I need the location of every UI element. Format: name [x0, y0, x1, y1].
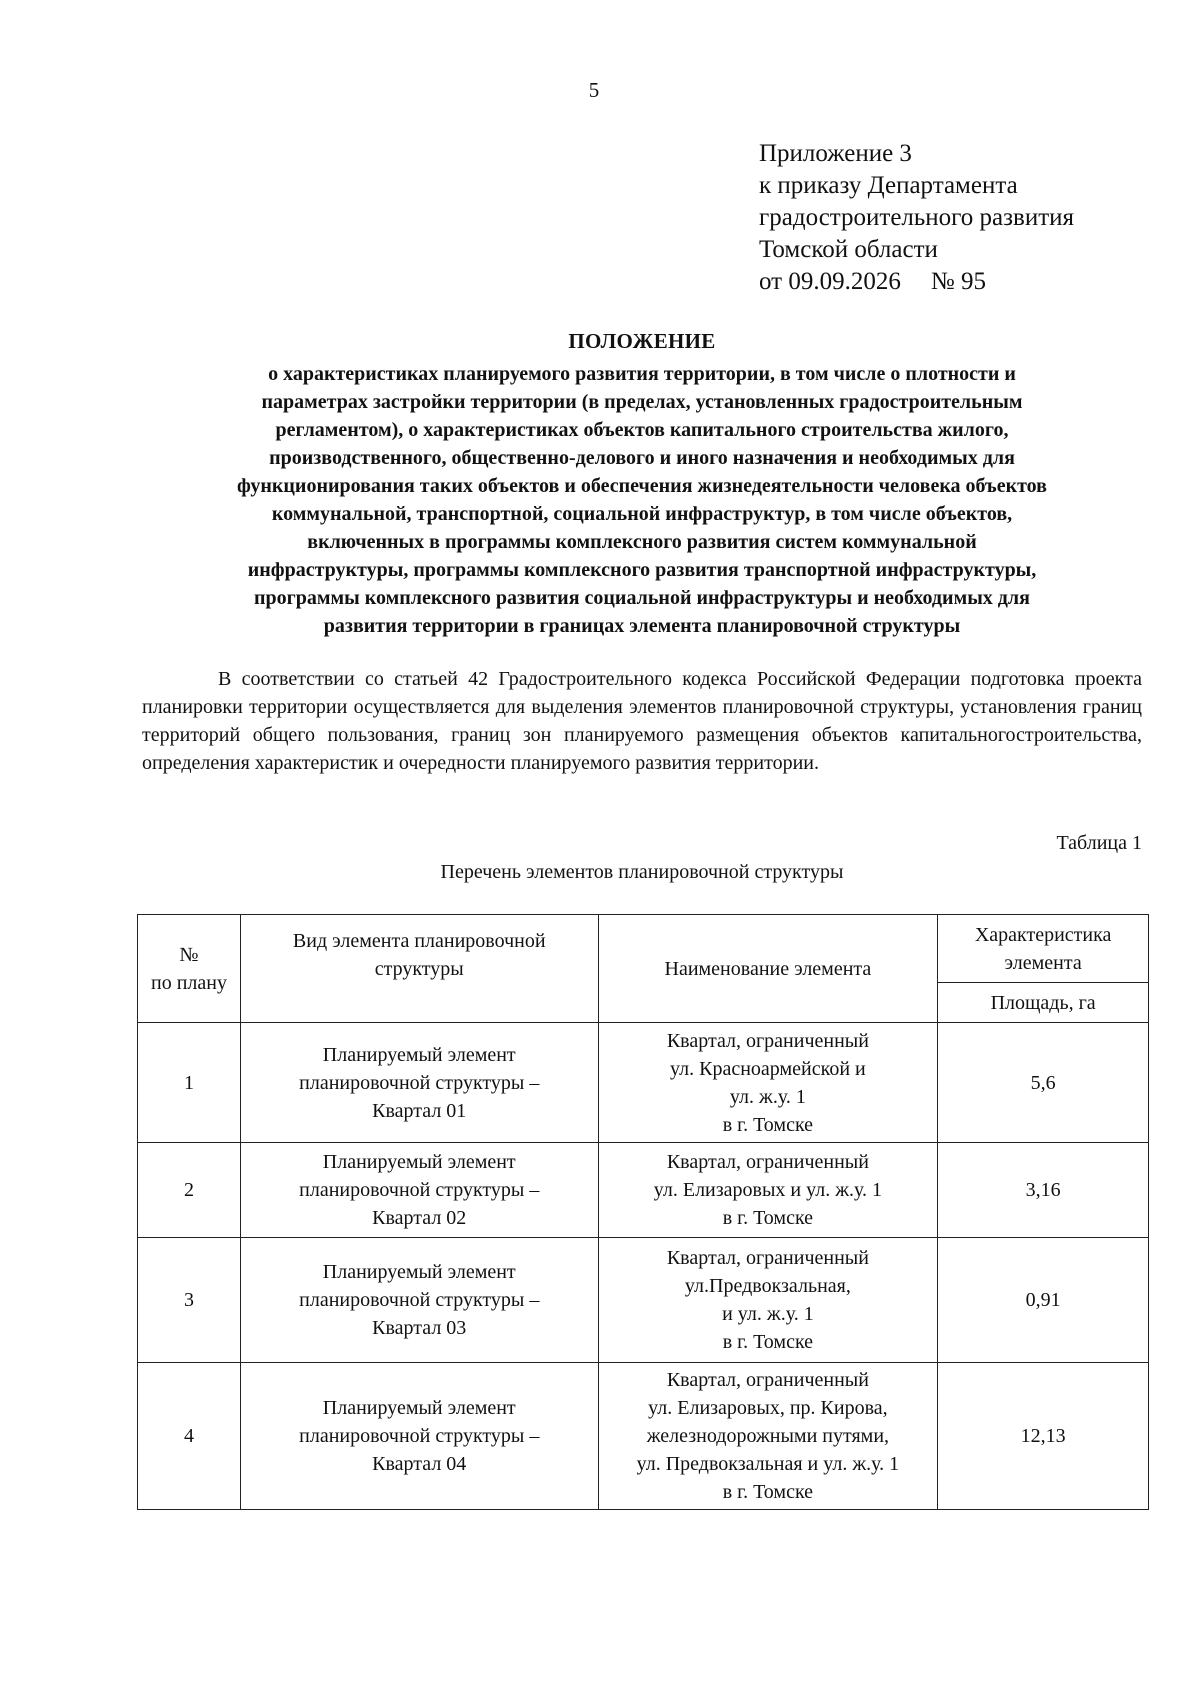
table-row	[138, 1363, 1149, 1510]
cell-plan-number: 4	[138, 1363, 241, 1510]
subtitle-line: программы комплексного развития социальной инфраструктуры и необходимых для	[254, 587, 1030, 609]
table-header-row	[138, 915, 1149, 983]
annex-line: к приказу Департамента	[759, 172, 1018, 199]
cell-area: 12,13	[938, 1363, 1149, 1510]
cell-area: 3,16	[938, 1143, 1149, 1238]
subtitle-line: функционирования таких объектов и обеспечения жизнедеятельности человека объектов	[237, 475, 1047, 497]
page-number: 5	[588, 78, 600, 102]
subtitle-line: развития территории в границах элемента планировочной структуры	[323, 615, 961, 637]
table-number: Таблица 1	[1056, 832, 1142, 854]
annex-date-line	[759, 266, 1074, 298]
annex-line: Приложение 3	[759, 140, 912, 167]
subtitle-line: о характеристиках планируемого развития территории, в том числе о плотности и	[268, 363, 1016, 385]
cell-element-name: Квартал, ограниченный ул. Елизаровых, пр. Кирова, железнодорожными путями, ул. Предвокзальная и ул. ж.у. 1 в г. Томске	[598, 1363, 938, 1510]
cell-element-name: Квартал, ограниченный ул.Предвокзальная, и ул. ж.у. 1 в г. Томске	[598, 1238, 938, 1363]
document-subtitle	[140, 360, 1144, 640]
cell-plan-number: 1	[138, 1023, 241, 1143]
subtitle-line: коммунальной, транспортной, социальной инфраструктур, в том числе объектов,	[271, 503, 1013, 525]
cell-plan-number: 3	[138, 1238, 241, 1363]
annex-line: Томской области	[759, 236, 938, 263]
subtitle-line: параметрах застройки территории (в пределах, установленных градостроительным	[261, 391, 1023, 413]
header-characteristic: Характеристика элемента	[938, 915, 1149, 983]
cell-area: 0,91	[938, 1238, 1149, 1363]
cell-area: 5,6	[938, 1023, 1149, 1143]
cell-element-name: Квартал, ограниченный ул. Елизаровых и ул. ж.у. 1 в г. Томске	[598, 1143, 938, 1238]
cell-element-kind: Планируемый элемент планировочной структуры – Квартал 02	[240, 1143, 598, 1238]
order-number: № 95	[930, 268, 986, 295]
cell-plan-number: 2	[138, 1143, 241, 1238]
header-plan-number: № по плану	[138, 915, 241, 1023]
cell-element-kind: Планируемый элемент планировочной структуры – Квартал 03	[240, 1238, 598, 1363]
header-area: Площадь, га	[938, 983, 1149, 1023]
subtitle-line: включенных в программы комплексного развития систем коммунальной	[307, 531, 977, 553]
table-row	[138, 1238, 1149, 1363]
cell-element-kind: Планируемый элемент планировочной структуры – Квартал 01	[240, 1023, 598, 1143]
subtitle-line: производственного, общественно-делового и иного назначения и необходимых для	[269, 447, 1015, 469]
cell-element-name: Квартал, ограниченный ул. Красноармейской и ул. ж.у. 1 в г. Томске	[598, 1023, 938, 1143]
subtitle-line: инфраструктуры, программы комплексного развития транспортной инфраструктуры,	[247, 559, 1037, 581]
table-caption: Перечень элементов планировочной структуры	[440, 861, 844, 883]
order-date: от 09.09.2026	[759, 268, 901, 295]
cell-element-kind: Планируемый элемент планировочной структуры – Квартал 04	[240, 1363, 598, 1510]
annex-block	[759, 138, 1074, 298]
table-row	[138, 1023, 1149, 1143]
annex-line: градостроительного развития	[759, 204, 1075, 231]
intro-paragraph: В соответствии со статьей 42 Градостроительного кодекса Российской Федерации подготовка проекта планировки территории осуществляется для выделения элементов планировочной структуры, установления границ территорий общего пользования, границ зон планируемого размещения объектов капитальногостроительства, определения характеристик и очередности планируемого развития территории.	[142, 668, 1142, 774]
header-element-name: Наименование элемента	[598, 915, 938, 1023]
table-row	[138, 1143, 1149, 1238]
elements-table	[137, 914, 1149, 1510]
header-element-kind: Вид элемента планировочной структуры	[240, 915, 598, 1023]
subtitle-line: регламентом), о характеристиках объектов капитального строительства жилого,	[275, 419, 1009, 441]
document-title: ПОЛОЖЕНИЕ	[568, 329, 716, 353]
